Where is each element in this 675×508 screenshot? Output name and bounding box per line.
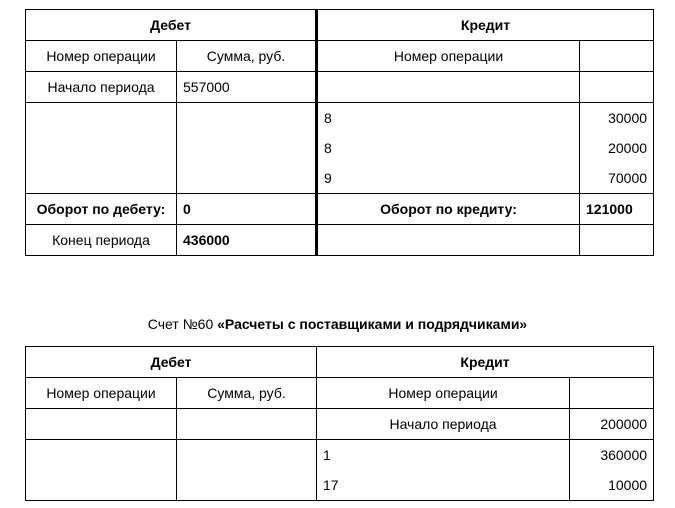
debit-turnover-label: Оборот по дебету: <box>26 194 177 225</box>
empty-cell <box>317 225 580 256</box>
closing-value: 436000 <box>177 225 317 256</box>
account-caption <box>0 316 675 332</box>
col-credit-op-number: Номер операции <box>317 378 570 409</box>
col-op-number: Номер операции <box>26 378 177 409</box>
empty-cell <box>26 440 177 501</box>
header-row <box>26 10 654 41</box>
credit-op: 17 <box>323 477 339 493</box>
credit-amount: 20000 <box>608 140 648 156</box>
credit-amount: 360000 <box>600 447 648 463</box>
empty-cell <box>26 409 177 440</box>
caption-prefix: Счет №60 <box>147 316 218 332</box>
empty-cell <box>177 440 317 501</box>
col-credit-amount <box>580 41 654 72</box>
credit-header: Кредит <box>317 10 654 41</box>
entries-row <box>26 103 654 194</box>
column-header-row <box>26 41 654 72</box>
empty-cell <box>177 409 317 440</box>
credit-amount: 70000 <box>608 170 648 186</box>
col-credit-amount <box>570 378 654 409</box>
empty-cell <box>26 103 177 194</box>
opening-value: 557000 <box>177 72 317 103</box>
empty-cell <box>317 72 580 103</box>
header-row <box>26 347 654 378</box>
column-header-row <box>26 378 654 409</box>
credit-op-list <box>317 440 570 501</box>
credit-header: Кредит <box>317 347 654 378</box>
credit-amount: 10000 <box>608 477 648 493</box>
col-amount: Сумма, руб. <box>177 378 317 409</box>
credit-turnover-value: 121000 <box>580 194 654 225</box>
col-op-number: Номер операции <box>26 41 177 72</box>
credit-amount-list <box>570 440 654 501</box>
opening-value: 200000 <box>570 409 654 440</box>
entries-row <box>26 440 654 501</box>
account-table-1 <box>25 9 654 256</box>
closing-label: Конец периода <box>26 225 177 256</box>
credit-op: 1 <box>323 447 331 463</box>
col-amount: Сумма, руб. <box>177 41 317 72</box>
opening-row <box>26 409 654 440</box>
col-credit-op-number: Номер операции <box>317 41 580 72</box>
opening-label: Начало периода <box>317 409 570 440</box>
credit-op: 8 <box>324 140 332 156</box>
account-table-2 <box>25 346 654 501</box>
opening-row <box>26 72 654 103</box>
debit-header: Дебет <box>26 347 317 378</box>
empty-cell <box>580 225 654 256</box>
credit-amount-list <box>580 103 654 194</box>
debit-turnover-value: 0 <box>177 194 317 225</box>
empty-cell <box>580 72 654 103</box>
credit-op: 9 <box>324 170 332 186</box>
closing-row <box>26 225 654 256</box>
credit-op: 8 <box>324 110 332 126</box>
caption-title: «Расчеты с поставщиками и подрядчиками» <box>217 316 528 332</box>
credit-op-list <box>317 103 580 194</box>
debit-header: Дебет <box>26 10 317 41</box>
credit-turnover-label: Оборот по кредиту: <box>317 194 580 225</box>
credit-amount: 30000 <box>608 110 648 126</box>
turnover-row <box>26 194 654 225</box>
opening-label: Начало периода <box>26 72 177 103</box>
empty-cell <box>177 103 317 194</box>
